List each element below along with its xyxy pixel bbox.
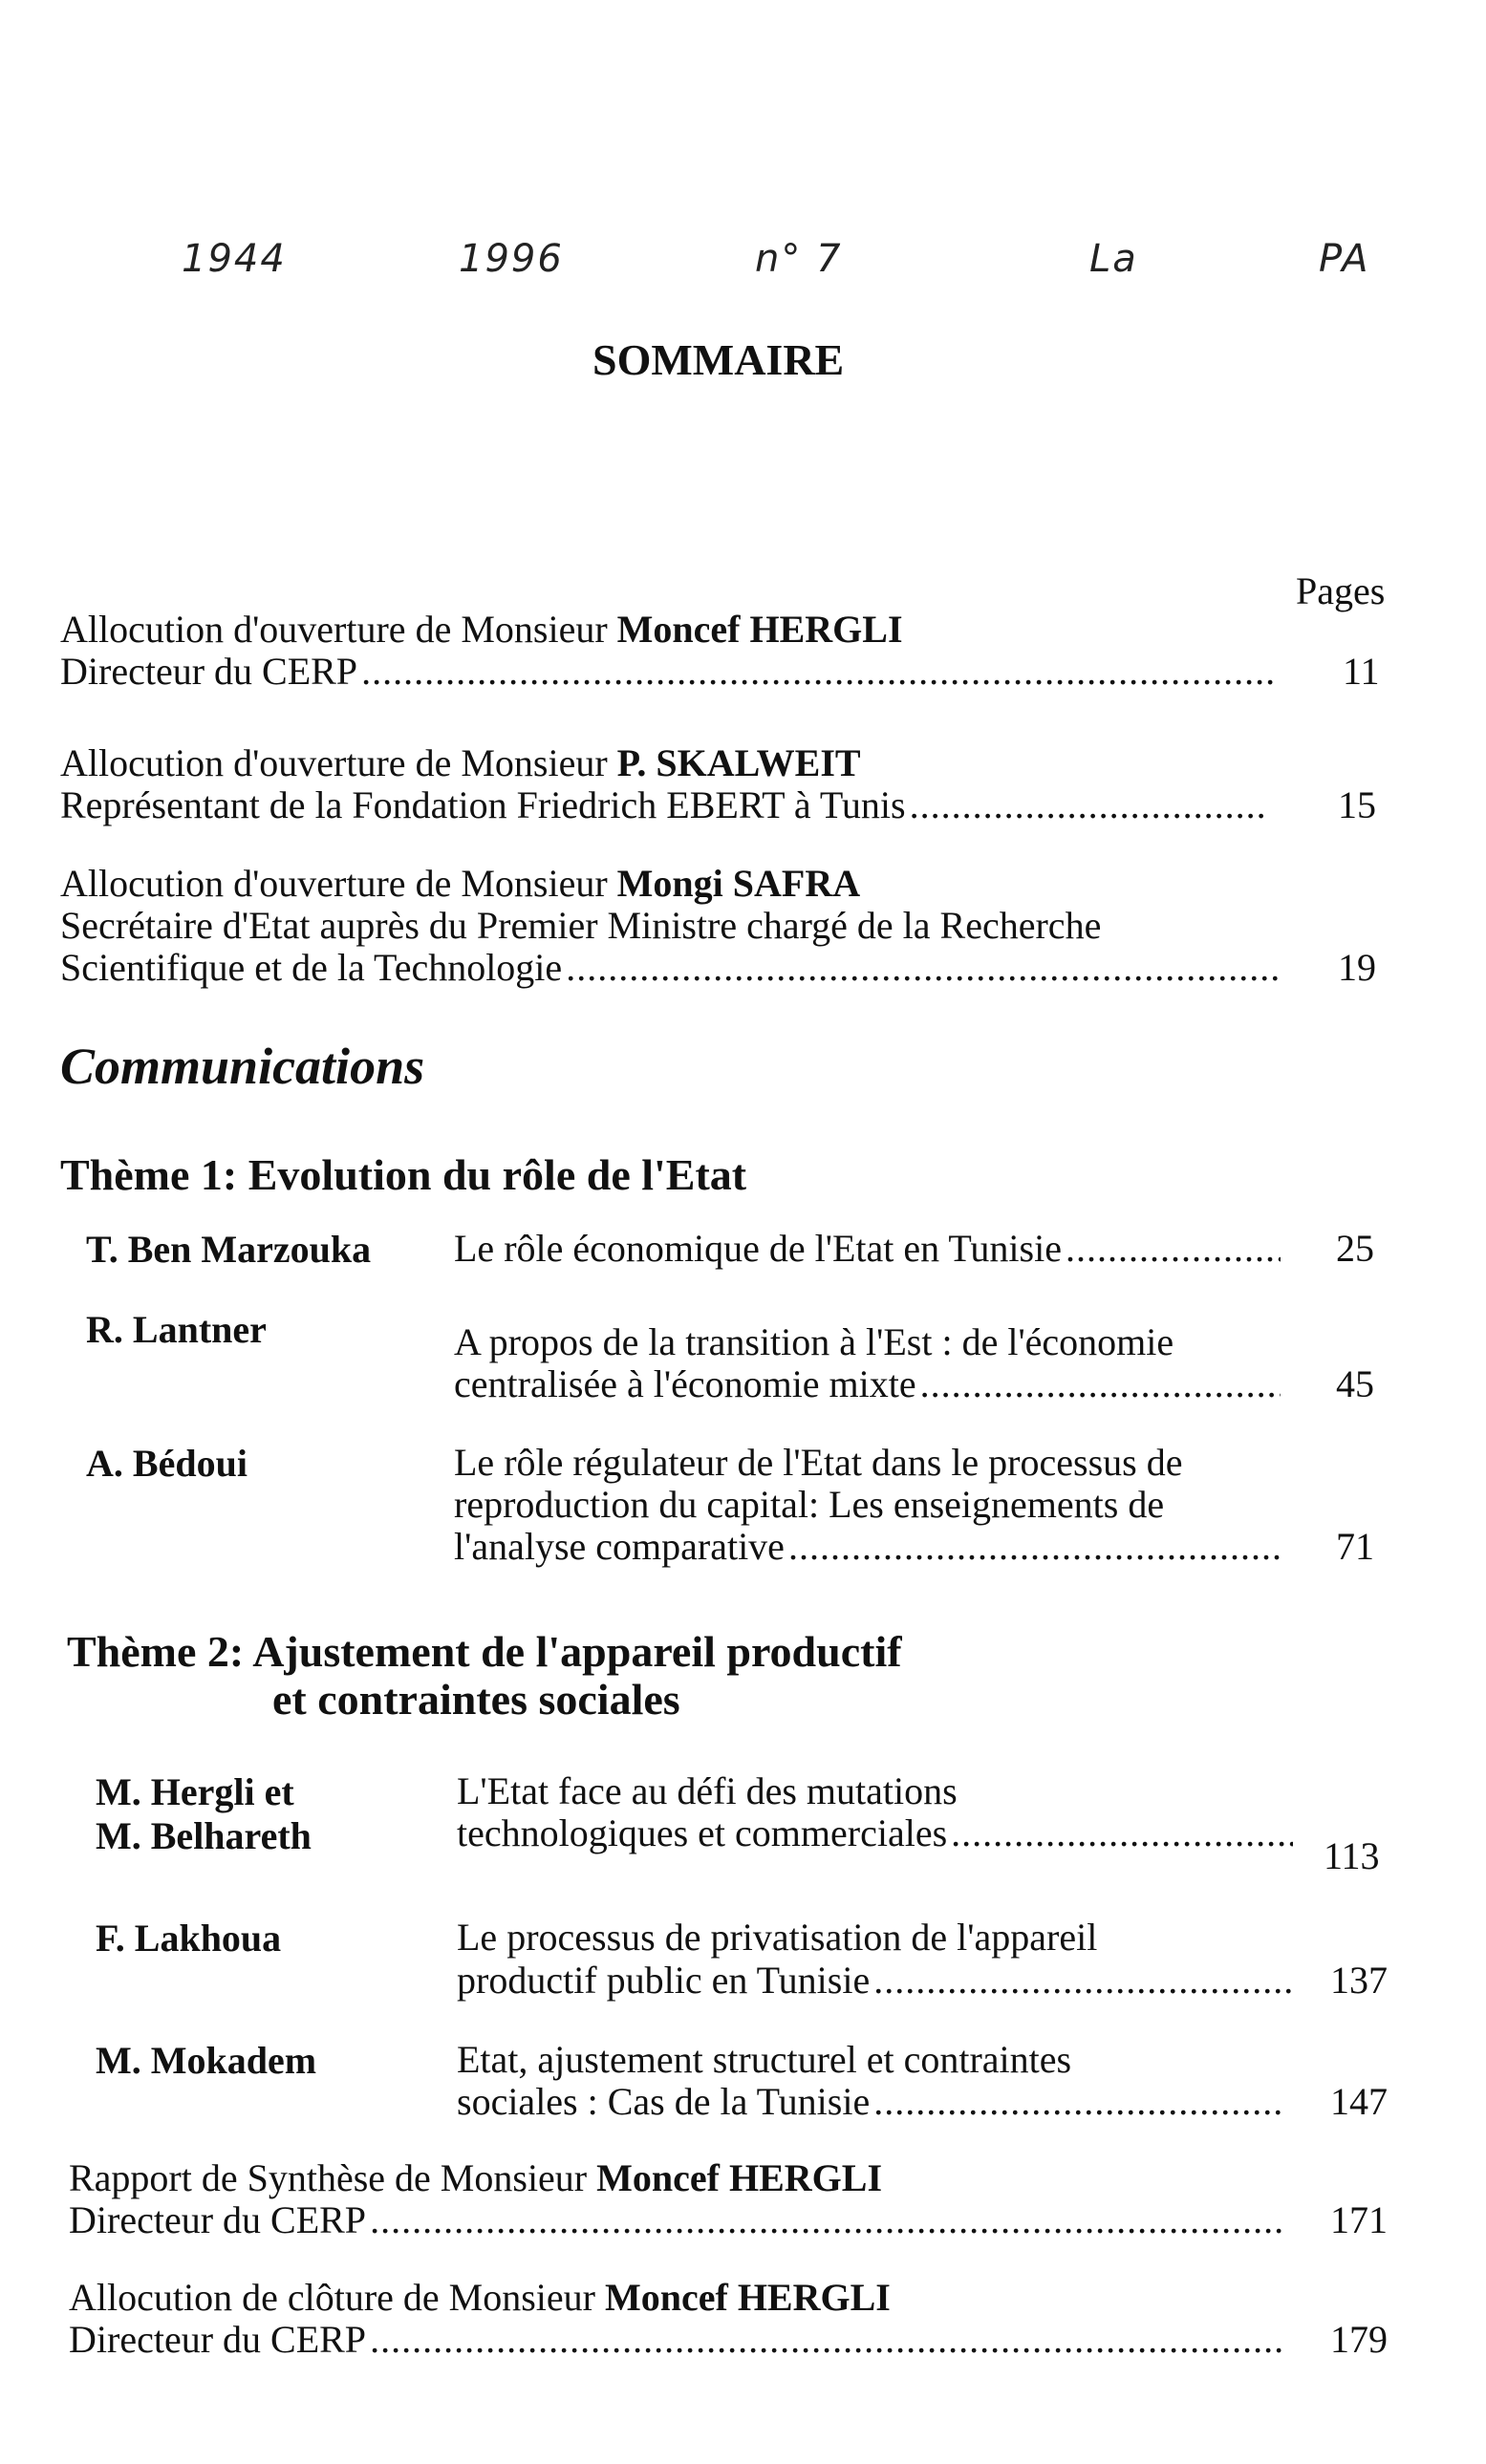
- entry-1-heading: [60, 608, 903, 652]
- theme-2-author-2: F. Lakhoua: [96, 1917, 282, 1960]
- theme-1-item-3-title: Le rôle régulateur de l'Etat dans le processus de: [454, 1441, 1183, 1484]
- closing-1-line: [69, 2198, 1282, 2242]
- theme-1-item-2-title-2: centralisée à l'économie mixte: [454, 1362, 916, 1405]
- entry-2-name: P. SKALWEIT: [616, 741, 861, 784]
- pages-column-header: Pages: [1296, 569, 1386, 612]
- entry-2-subtitle: Représentant de la Fondation Friedrich EBERT à Tunis: [60, 783, 906, 826]
- communications-heading: Communications: [60, 1038, 425, 1095]
- leader-dots: [1066, 1227, 1281, 1271]
- theme-1-item-2-line: [454, 1362, 1281, 1406]
- entry-2-heading: [60, 741, 861, 785]
- theme-2-author-1b: M. Belhareth: [96, 1814, 312, 1857]
- closing-2-page: 179: [1330, 2318, 1388, 2361]
- theme-2-item-3-line: [457, 2080, 1283, 2124]
- theme-2-title: Thème 2: Ajustement de l'appareil productif: [67, 1627, 902, 1676]
- leader-dots: [951, 1811, 1293, 1855]
- leader-dots: [370, 2318, 1282, 2362]
- entry-1-prefix: Allocution d'ouverture de Monsieur: [60, 608, 617, 651]
- handwritten-note-3: n° 7: [755, 237, 843, 281]
- leader-dots: [566, 946, 1279, 990]
- theme-1-item-1-title: Le rôle économique de l'Etat en Tunisie: [454, 1227, 1062, 1270]
- handwritten-note-2: 1996: [459, 237, 564, 281]
- closing-2-prefix: Allocution de clôture de Monsieur: [69, 2276, 605, 2319]
- theme-1-author-2: R. Lantner: [86, 1308, 267, 1351]
- leader-dots: [370, 2198, 1282, 2242]
- leader-dots: [788, 1525, 1281, 1569]
- leader-dots: [920, 1362, 1281, 1406]
- entry-3-page: 19: [1338, 946, 1376, 989]
- entry-3-subtitle-2: Scientifique et de la Technologie: [60, 946, 563, 989]
- entry-2-line: [60, 783, 1264, 827]
- theme-2-item-2-title-2: productif public en Tunisie: [457, 1959, 871, 2002]
- closing-2-subtitle: Directeur du CERP: [69, 2318, 367, 2361]
- closing-1-prefix: Rapport de Synthèse de Monsieur: [69, 2156, 597, 2199]
- theme-1-item-3-title-3: l'analyse comparative: [454, 1525, 785, 1568]
- theme-2-item-1-line: [457, 1811, 1293, 1855]
- handwritten-note-5: PA: [1319, 237, 1370, 281]
- entry-3-line: [60, 946, 1279, 990]
- theme-2-item-3-page: 147: [1330, 2080, 1388, 2123]
- theme-1-item-3-page: 71: [1336, 1525, 1374, 1568]
- theme-1-item-2-page: 45: [1336, 1362, 1374, 1405]
- theme-2-author-3: M. Mokadem: [96, 2039, 317, 2082]
- leader-dots: [361, 650, 1274, 694]
- theme-1-title: Thème 1: Evolution du rôle de l'Etat: [60, 1150, 747, 1199]
- leader-dots: [873, 2080, 1283, 2124]
- handwritten-note-4: La: [1089, 237, 1138, 281]
- entry-1-line: [60, 650, 1274, 694]
- closing-2-name: Moncef HERGLI: [604, 2276, 891, 2319]
- entry-1-subtitle: Directeur du CERP: [60, 650, 358, 693]
- theme-1-item-3-line: [454, 1525, 1281, 1569]
- theme-2-title-2: et contraintes sociales: [272, 1675, 680, 1724]
- page-title: SOMMAIRE: [592, 335, 845, 384]
- theme-2-item-1-page: 113: [1324, 1834, 1380, 1877]
- theme-2-item-2-line: [457, 1959, 1293, 2003]
- closing-1-subtitle: Directeur du CERP: [69, 2198, 367, 2241]
- closing-1-name: Moncef HERGLI: [596, 2156, 883, 2199]
- theme-1-item-3-title-2: reproduction du capital: Les enseignements de: [454, 1483, 1165, 1526]
- entry-2-prefix: Allocution d'ouverture de Monsieur: [60, 741, 617, 784]
- closing-1-heading: [69, 2156, 882, 2200]
- leader-dots: [873, 1959, 1293, 2003]
- theme-1-item-2-title: A propos de la transition à l'Est : de l'économie: [454, 1320, 1174, 1363]
- entry-1-name: Moncef HERGLI: [616, 608, 903, 651]
- theme-2-item-1-title: L'Etat face au défi des mutations: [457, 1769, 958, 1812]
- handwritten-note-1: 1944: [182, 237, 287, 281]
- theme-1-author-1: T. Ben Marzouka: [86, 1228, 372, 1271]
- theme-1-item-1-line: [454, 1227, 1281, 1271]
- closing-2-line: [69, 2318, 1282, 2362]
- entry-2-page: 15: [1338, 783, 1376, 826]
- theme-2-item-2-title: Le processus de privatisation de l'appareil: [457, 1916, 1098, 1959]
- closing-1-page: 171: [1330, 2198, 1388, 2241]
- theme-2-author-1a: M. Hergli et: [96, 1770, 294, 1813]
- theme-1-item-1-page: 25: [1336, 1227, 1374, 1270]
- closing-2-heading: [69, 2276, 891, 2320]
- theme-1-author-3: A. Bédoui: [86, 1442, 248, 1485]
- leader-dots: [910, 783, 1264, 827]
- theme-2-item-2-page: 137: [1330, 1959, 1388, 2002]
- entry-3-heading: [60, 862, 860, 906]
- theme-2-item-3-title: Etat, ajustement structurel et contraintes: [457, 2038, 1072, 2081]
- entry-1-page: 11: [1343, 650, 1380, 693]
- entry-3-prefix: Allocution d'ouverture de Monsieur: [60, 862, 617, 905]
- theme-2-item-1-title-2: technologiques et commerciales: [457, 1811, 948, 1854]
- theme-2-item-3-title-2: sociales : Cas de la Tunisie: [457, 2080, 871, 2123]
- entry-3-name: Mongi SAFRA: [616, 862, 861, 905]
- entry-3-subtitle: Secrétaire d'Etat auprès du Premier Ministre chargé de la Recherche: [60, 904, 1102, 947]
